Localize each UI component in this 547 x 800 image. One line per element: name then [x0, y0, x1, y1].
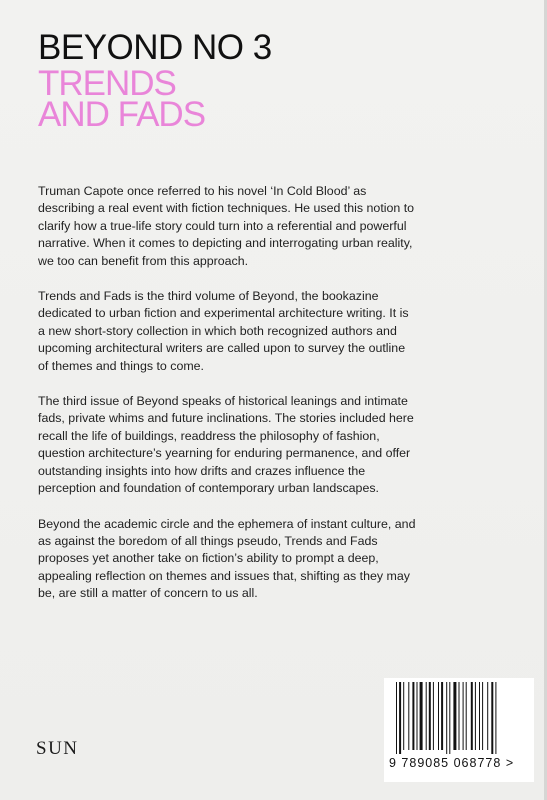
barcode-bar: [487, 682, 488, 750]
barcode-bar: [399, 682, 401, 754]
barcode-bar: [475, 682, 476, 750]
barcode-bar: [438, 682, 439, 750]
barcode-bar: [420, 682, 423, 750]
barcode-bar: [459, 682, 460, 750]
isbn-number: [389, 756, 514, 770]
publisher-logo: SUN: [36, 738, 79, 759]
barcode-bar: [466, 682, 467, 750]
blurb-text: [38, 183, 418, 621]
blurb-paragraph-2: Trends and Fads is the third volume of Beyond, the bookazine dedicated to urban fiction and experimental architecture writing. It is a new short-story collection in which both recognized authors and upcoming architectural writers are called upon to survey the outline of themes and things to come.: [38, 289, 409, 373]
barcode-bar: [449, 682, 450, 754]
book-title-line-2: AND FADS: [38, 95, 206, 134]
barcode-bar: [446, 682, 447, 754]
barcode-bar: [491, 682, 493, 754]
barcode-bar: [479, 682, 480, 750]
barcode-bar: [426, 682, 427, 750]
barcode-bars: [396, 682, 524, 754]
barcode-bar: [408, 682, 409, 750]
barcode-bar: [417, 682, 418, 750]
isbn-digits: 9 789085 068778: [389, 756, 502, 770]
barcode-bar: [441, 682, 443, 750]
series-title: BEYOND NO 3: [38, 28, 272, 67]
book-title-line-1: TRENDS: [38, 64, 176, 103]
barcode-bar: [429, 682, 431, 750]
blurb-paragraph-1: Truman Capote once referred to his novel ‘In Cold Blood’ as describing a real event with fiction techniques. He used this notion to clarify how a true-life story could turn into a referential and powerful narrative. When it comes to depicting and interrogating urban reality, we too can benefit from this approach.: [38, 184, 415, 268]
isbn-barcode: [384, 678, 534, 782]
title-block: [38, 26, 438, 134]
barcode-bar: [471, 682, 473, 750]
blurb-paragraph-4: Beyond the academic circle and the ephemera of instant culture, and as against the boredom of all things pseudo, Trends and Fads proposes yet another take on fiction’s ability to prompt a deep, appealing reflection on themes and issues that, shifting as they may be, are still a matter of concern to us all.: [38, 516, 416, 601]
barcode-bar: [403, 682, 404, 750]
barcode-bar: [482, 682, 483, 750]
barcode-bar: [495, 682, 496, 754]
barcode-bar: [453, 682, 456, 750]
barcode-bar: [463, 682, 464, 750]
isbn-addon-marker: >: [505, 756, 515, 770]
barcode-bar: [396, 682, 397, 754]
blurb-paragraph-3: The third issue of Beyond speaks of historical leanings and intimate fads, private whims and future inclinations. The stories included here recall the life of buildings, readdress the philosophy of fashion, question architecture’s yearning for enduring permanence, and offer outstanding insights into how drifts and crazes influence the perception and foundation of contemporary urban landscapes.: [38, 394, 414, 496]
barcode-bar: [433, 682, 434, 750]
barcode-bar: [412, 682, 414, 750]
